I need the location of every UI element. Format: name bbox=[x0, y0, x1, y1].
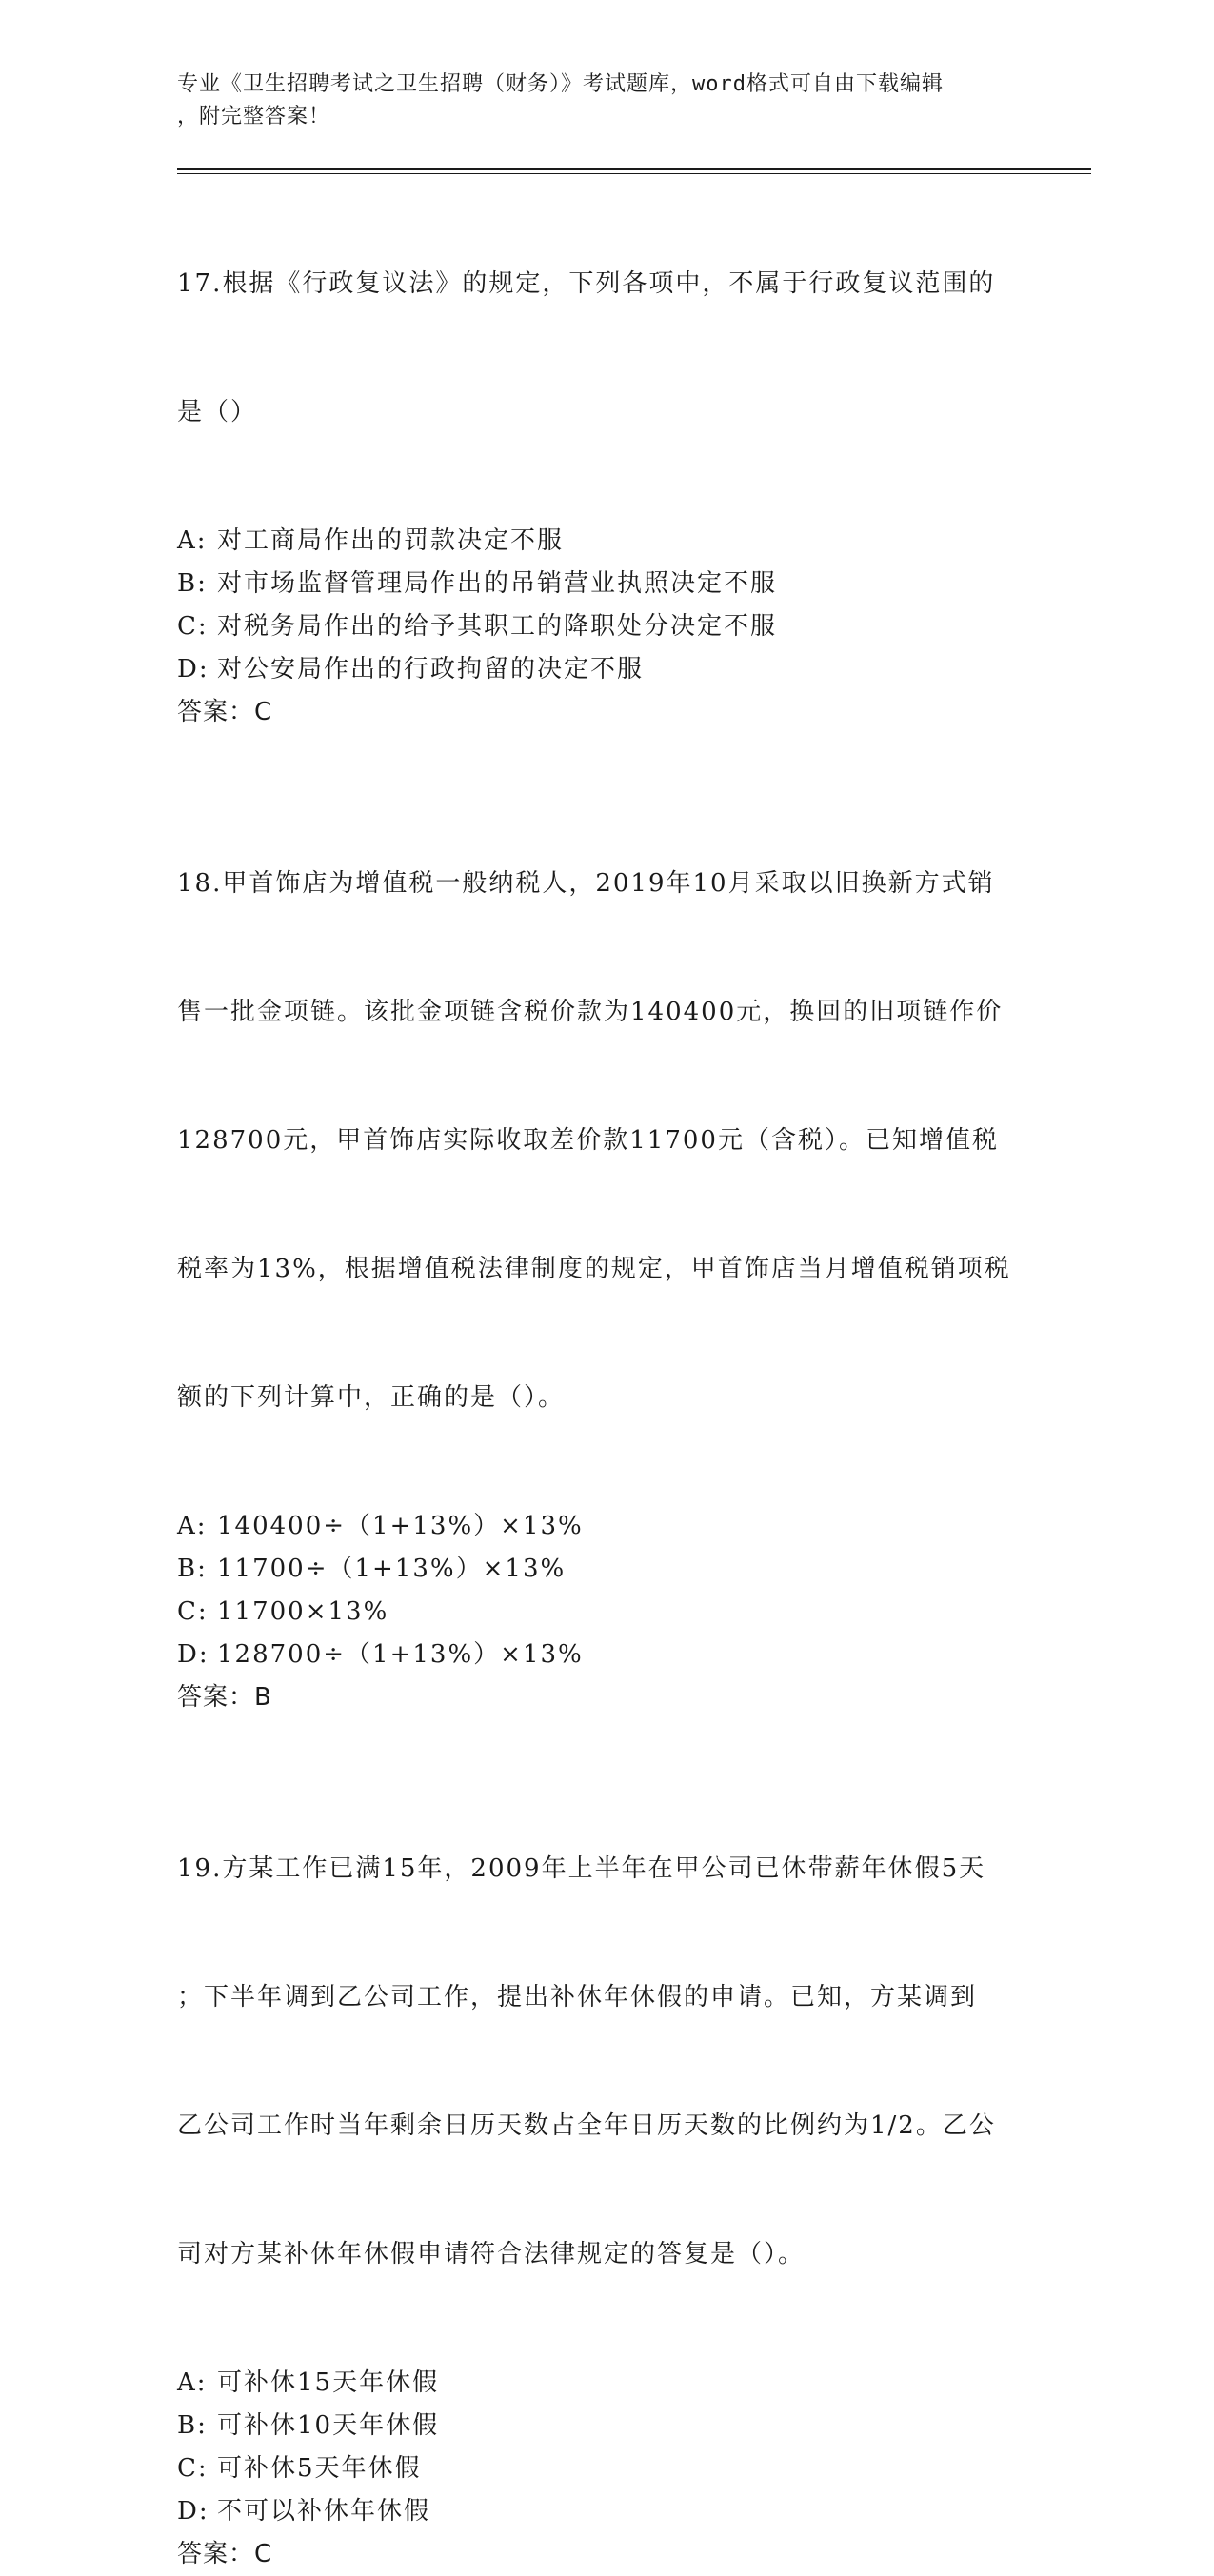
question-stem bbox=[177, 177, 1034, 520]
option-text: 128700÷（1+13%）×13% bbox=[217, 1640, 584, 1669]
stem-line: 17.根据《行政复议法》的规定，下列各项中，不属于行政复议范围的 bbox=[177, 269, 996, 298]
option-c bbox=[177, 2447, 1034, 2490]
question-stem bbox=[177, 777, 1034, 1505]
stem-line: 是（） bbox=[177, 398, 258, 426]
stem-line: 18.甲首饰店为增值税一般纳税人，2019年10月采取以旧换新方式销 bbox=[177, 869, 995, 898]
option-d bbox=[177, 648, 1034, 691]
option-key: D: bbox=[177, 2497, 209, 2526]
question-19 bbox=[177, 1762, 1034, 2576]
question-list bbox=[177, 177, 1034, 2576]
header-line-2: ，附完整答案！ bbox=[177, 105, 331, 129]
stem-line: 128700元，甲首饰店实际收取差价款11700元（含税）。已知增值税 bbox=[177, 1126, 999, 1155]
option-text: 可补休5天年休假 bbox=[217, 2454, 422, 2483]
question-18 bbox=[177, 777, 1034, 1719]
option-key: C: bbox=[177, 1597, 209, 1626]
header-divider-thick bbox=[177, 168, 1091, 170]
stem-line: 售一批金项链。该批金项链含税价款为140400元，换回的旧项链作价 bbox=[177, 998, 1004, 1026]
option-text: 11700×13% bbox=[217, 1597, 389, 1626]
option-key: C: bbox=[177, 2454, 209, 2483]
stem-line: 乙公司工作时当年剩余日历天数占全年日历天数的比例约为1/2。乙公 bbox=[177, 2111, 996, 2140]
answer-line: 答案：C bbox=[177, 2540, 273, 2568]
option-key: D: bbox=[177, 655, 209, 684]
option-c bbox=[177, 605, 1034, 648]
option-key: C: bbox=[177, 612, 209, 641]
option-d bbox=[177, 2490, 1034, 2533]
option-text: 对工商局作出的罚款决定不服 bbox=[217, 526, 565, 555]
option-text: 可补休15天年休假 bbox=[217, 2368, 440, 2397]
question-stem bbox=[177, 1762, 1034, 2362]
option-text: 可补休10天年休假 bbox=[217, 2411, 440, 2440]
option-b bbox=[177, 563, 1034, 605]
question-spacer bbox=[177, 734, 1034, 777]
option-d bbox=[177, 1634, 1034, 1676]
option-text: 140400÷（1+13%）×13% bbox=[217, 1512, 584, 1540]
stem-line: 司对方某补休年休假申请符合法律规定的答复是（）。 bbox=[177, 2240, 806, 2269]
option-text: 不可以补休年休假 bbox=[217, 2497, 431, 2526]
question-17 bbox=[177, 177, 1034, 734]
option-key: D: bbox=[177, 1640, 209, 1669]
option-text: 对市场监督管理局作出的吊销营业执照决定不服 bbox=[217, 569, 778, 598]
document-header bbox=[177, 69, 1034, 133]
answer-line: 答案：B bbox=[177, 1683, 272, 1712]
option-b bbox=[177, 1548, 1034, 1591]
option-a bbox=[177, 2362, 1034, 2405]
option-b bbox=[177, 2405, 1034, 2447]
option-key: A: bbox=[177, 2368, 208, 2397]
stem-line: ；下半年调到乙公司工作，提出补休年休假的申请。已知，方某调到 bbox=[177, 1983, 978, 2011]
option-text: 11700÷（1+13%）×13% bbox=[217, 1555, 567, 1583]
option-key: B: bbox=[177, 2411, 208, 2440]
option-key: B: bbox=[177, 1555, 208, 1583]
option-a bbox=[177, 1505, 1034, 1548]
option-text: 对公安局作出的行政拘留的决定不服 bbox=[217, 655, 645, 684]
option-c bbox=[177, 1591, 1034, 1634]
option-key: A: bbox=[177, 1512, 208, 1540]
question-spacer bbox=[177, 1719, 1034, 1762]
answer-line: 答案：C bbox=[177, 698, 273, 726]
option-text: 对税务局作出的给予其职工的降职处分决定不服 bbox=[217, 612, 778, 641]
option-key: A: bbox=[177, 526, 208, 555]
header-divider-thin bbox=[177, 173, 1091, 174]
stem-line: 额的下列计算中，正确的是（）。 bbox=[177, 1383, 566, 1412]
option-a bbox=[177, 520, 1034, 563]
stem-line: 税率为13%，根据增值税法律制度的规定，甲首饰店当月增值税销项税 bbox=[177, 1255, 1011, 1283]
stem-line: 19.方某工作已满15年，2009年上半年在甲公司已休带薪年休假5天 bbox=[177, 1854, 986, 1883]
option-key: B: bbox=[177, 569, 208, 598]
header-line-1: 专业《卫生招聘考试之卫生招聘（财务）》考试题库，word格式可自由下载编辑 bbox=[177, 72, 944, 96]
